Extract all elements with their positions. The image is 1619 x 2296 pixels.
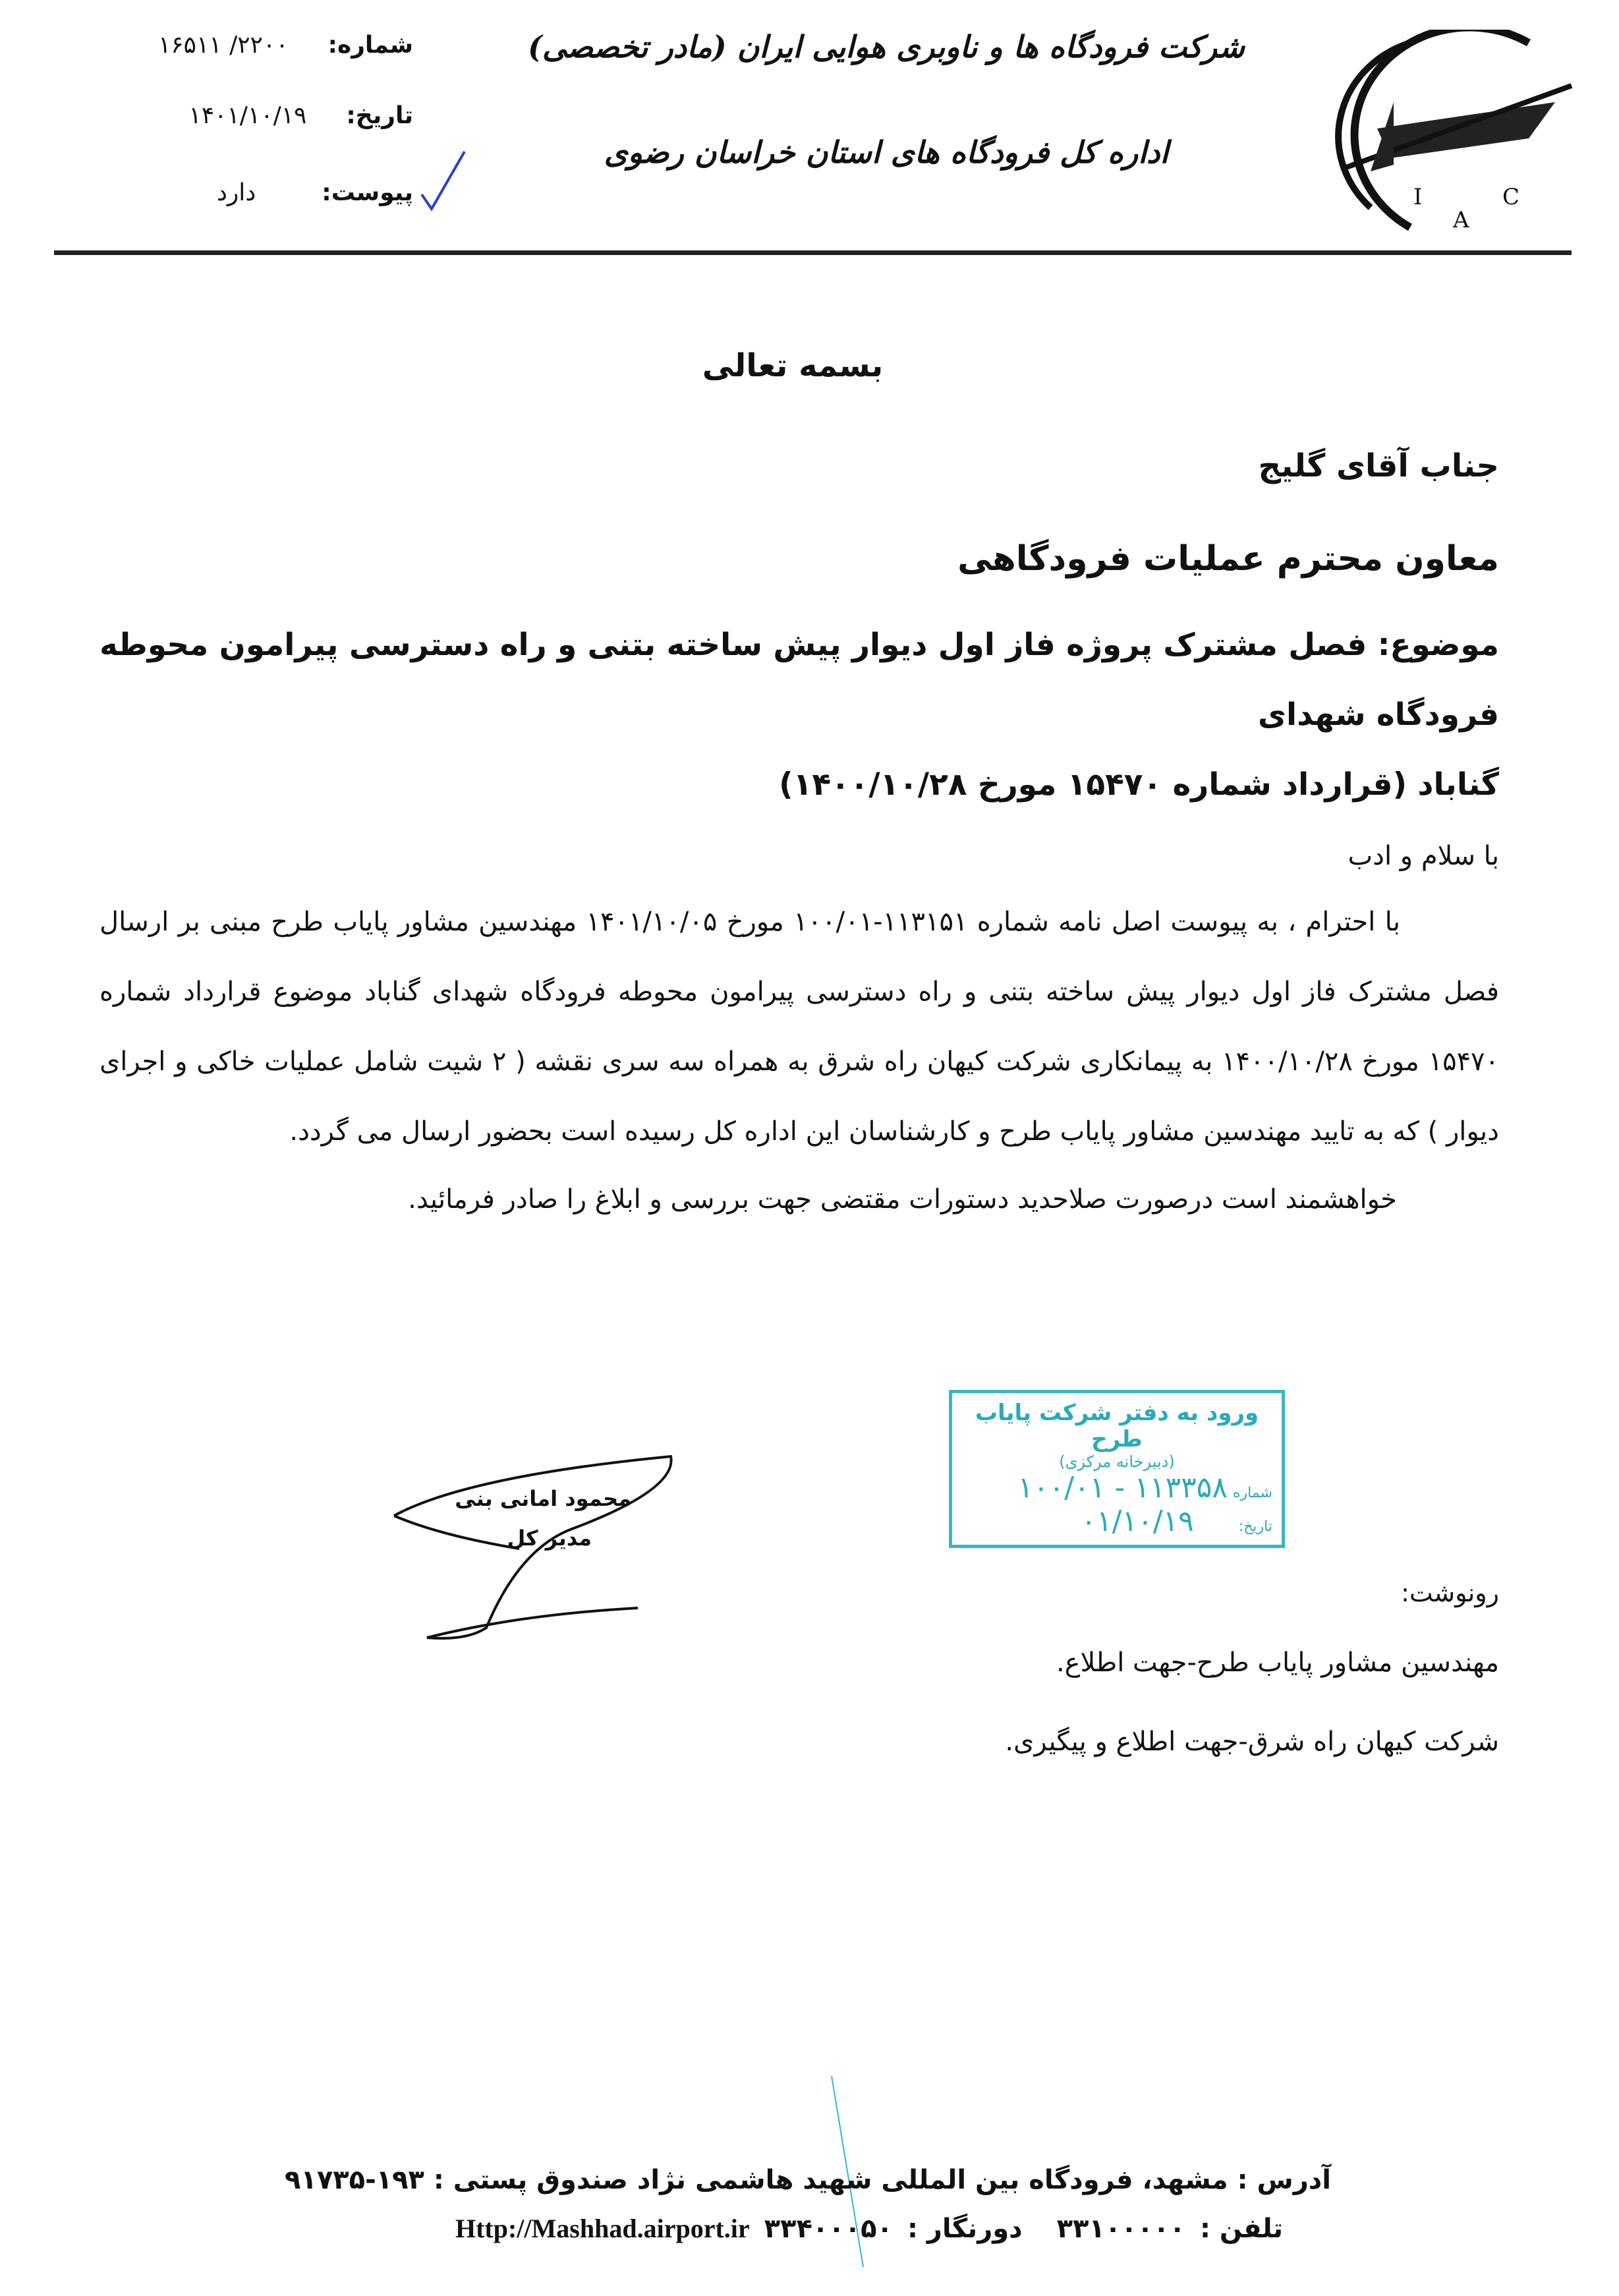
closing-sentence: خواهشمند است درصورت صلاحدید دستورات مقتضی جهت بررسی و ابلاغ را صادر فرمائید. <box>408 1184 1397 1215</box>
number-value: ۲۲۰۰/ ۱۶۵۱۱ <box>157 32 289 59</box>
iac-logo-icon <box>1331 30 1575 241</box>
footer-address: آدرس : مشهد، فرودگاه بین المللی شهید هاشمی نژاد صندوق پستی : ۱۹۳-۹۱۷۳۵ <box>285 2165 1331 2195</box>
recipient-title: معاون محترم عملیات فرودگاهی <box>957 539 1499 579</box>
date-label: تاریخ: <box>346 102 413 129</box>
stamp-number-value: ۱۱۳۳۵۸ - ۱۰۰/۰۱ <box>1017 1471 1228 1505</box>
stamp-title: ورود به دفتر شرکت پایاب طرح <box>975 1400 1259 1452</box>
fax-label: دورنگار : <box>907 2214 1023 2244</box>
stamp-date-label: تاریخ: <box>1238 1518 1272 1535</box>
recipient-name: جناب آقای گلیج <box>1258 447 1499 484</box>
header-divider <box>54 250 1572 255</box>
greeting: با سلام و ادب <box>1348 841 1499 871</box>
letter-body <box>99 343 1499 1226</box>
subject-line-1: موضوع: فصل مشترک پروژه فاز اول دیوار پیش ساخته بتنی و راه دسترسی پیرامون محوطه فرودگاه شهدای <box>99 627 1499 733</box>
stamp-date-value: ۰۱/۱۰/۱۹ <box>1081 1505 1194 1538</box>
svg-text:A: A <box>1453 207 1469 233</box>
cc-item: شرکت کیهان راه شرق-جهت اطلاع و پیگیری. <box>1005 1727 1499 1757</box>
date-value: ۱۴۰۱/۱۰/۱۹ <box>188 102 307 129</box>
signatory-name: محمود امانی بنی <box>455 1486 631 1511</box>
svg-text:C: C <box>1502 184 1520 210</box>
attachment-label: پیوست: <box>322 179 413 206</box>
letter-number <box>158 32 413 59</box>
phone-label: تلفن : <box>1199 2214 1283 2244</box>
body-paragraph: با احترام ، به پیوست اصل نامه شماره ۱۱۳۱۵۱-۱۰۰/۰۱ مورخ ۱۴۰۱/۱۰/۰۵ مهندسین مشاور پایاب طرح مبنی بر ارسال فصل مشترک فاز اول دیوار پیش ساخته بتنی و راه دسترسی پیرامون محوطه فرودگاه شهدای گناباد موضوع قرارداد شماره ۱۵۴۷۰ مورخ ۱۴۰۰/۱۰/۲۸ به پیمانکاری شرکت کیهان راه شرق به همراه سه سری نقشه ( ۲ شیت شامل عملیات خاکی و اجرای دیوار ) که به تایید مهندسین مشاور پایاب طرح و کارشناسان این اداره کل رسیده است بحضور ارسال می گردد. <box>99 907 1500 1147</box>
phone-number: ۳۳۱۰۰۰۰۰ <box>1056 2214 1185 2244</box>
attachment-value: دارد <box>216 179 256 206</box>
subject-line-2: گناباد (قرارداد شماره ۱۵۴۷۰ مورخ ۱۴۰۰/۱۰/۲۸) <box>779 766 1499 803</box>
company-name: شرکت فرودگاه ها و ناوبری هوایی ایران (مادر تخصصی) <box>528 29 1245 65</box>
stamp-number-label: شماره <box>1232 1485 1272 1501</box>
invocation: بسمه تعالی <box>702 347 884 384</box>
office-name: اداره کل فرودگاه های استان خراسان رضوی <box>604 134 1169 170</box>
stamp-subtitle: (دبیرخانه مرکزی) <box>1059 1452 1175 1471</box>
letter-attachment <box>217 179 413 206</box>
signatory-title: مدیر کل <box>507 1526 592 1551</box>
cc-item: مهندسین مشاور پایاب طرح-جهت اطلاع. <box>1056 1648 1499 1678</box>
number-label: شماره: <box>327 32 413 59</box>
cc-label: رونوشت: <box>1401 1578 1499 1607</box>
svg-text:I: I <box>1413 184 1423 210</box>
fax-number: ۳۳۴۰۰۰۵۰ <box>764 2214 893 2244</box>
signature <box>387 1450 684 1648</box>
letter-date <box>188 102 413 129</box>
website-link[interactable]: Http://Mashhad.airport.ir <box>455 2214 750 2243</box>
receipt-stamp <box>949 1390 1285 1548</box>
footer-contact <box>455 2213 1283 2244</box>
iac-logo <box>1331 30 1575 241</box>
checkmark-icon <box>418 148 471 214</box>
